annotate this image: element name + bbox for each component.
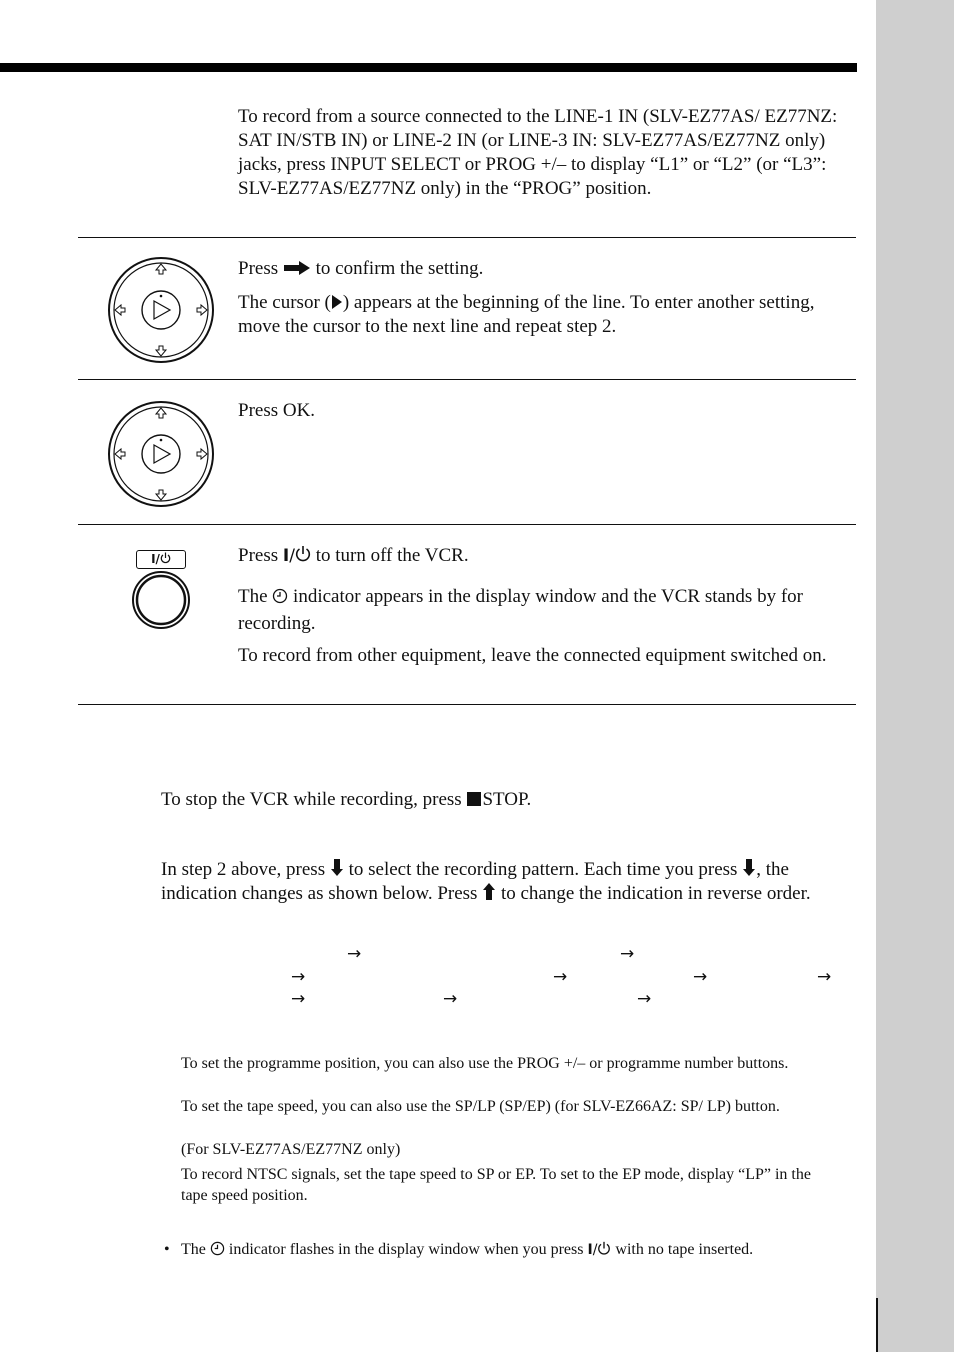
text-segment: Press — [238, 545, 279, 566]
note-programme: To set the programme position, you can also use the PROG +/– or programme number buttons. — [181, 1055, 789, 1072]
power-glyph — [587, 1242, 597, 1258]
bullet-note — [181, 1239, 846, 1261]
step-power-line2 — [238, 583, 856, 637]
text-segment: The — [238, 586, 268, 607]
text-segment: indicator appears in the display window and the VCR stands by for recording. — [238, 586, 803, 634]
arrow-up-icon — [482, 882, 496, 901]
step-power-line1 — [238, 544, 856, 568]
arrow-down-icon — [742, 858, 756, 877]
text-segment: to change the indication in reverse order. — [500, 883, 811, 904]
divider — [78, 379, 856, 380]
power-label-text: I/ — [151, 552, 160, 566]
divider — [78, 524, 856, 525]
pattern-arrow: → — [817, 967, 832, 987]
arrow-right-icon — [283, 260, 311, 276]
pattern-arrow: → — [637, 989, 652, 1009]
text-segment: The — [181, 1241, 206, 1258]
text-segment: To stop the VCR while recording, press — [161, 789, 462, 810]
side-tab — [876, 0, 954, 1352]
text-segment: , the indication changes as shown below. Press — [161, 859, 789, 904]
divider — [78, 704, 856, 705]
pattern-arrow: → — [443, 989, 458, 1009]
text-segment: ) appears at the beginning of the line. To enter another setting, move the cursor to the next line and repeat step 2. — [238, 292, 815, 337]
pattern-arrow: → — [291, 967, 306, 987]
pattern-arrow: → — [620, 944, 635, 964]
text-segment: Press — [238, 258, 279, 279]
timer-clock-icon — [272, 588, 288, 604]
step-power-line3: To record from other equipment, leave the connected equipment switched on. — [238, 645, 827, 666]
power-button-label — [136, 550, 186, 569]
text-segment: to select the recording pattern. Each time you press — [348, 859, 738, 880]
pattern-arrow: → — [347, 944, 362, 964]
stop-square-icon — [466, 791, 482, 807]
header-bar — [0, 63, 857, 72]
joystick-remote-icon — [107, 256, 215, 364]
step-ok-text: Press OK. — [238, 400, 316, 421]
text-segment: The cursor ( — [238, 292, 331, 313]
power-glyph — [283, 546, 295, 566]
side-tab-marker — [876, 1298, 878, 1352]
pattern-instruction — [161, 858, 851, 906]
power-icon — [597, 1241, 611, 1256]
timer-clock-icon — [210, 1241, 225, 1256]
stop-instruction — [161, 788, 851, 812]
power-glyph-bar: I — [282, 546, 290, 566]
divider — [78, 237, 856, 238]
step-confirm-line2 — [238, 291, 856, 339]
text-segment: with no tape inserted. — [615, 1241, 754, 1258]
step-confirm-line1 — [238, 257, 856, 281]
text-segment: In step 2 above, press — [161, 859, 326, 880]
power-button-icon — [131, 570, 191, 630]
power-glyph-slash: / — [592, 1242, 598, 1258]
note-model-scope: (For SLV-EZ77AS/EZ77NZ only) — [181, 1141, 401, 1158]
power-glyph-slash: / — [289, 546, 295, 566]
bullet-mark: • — [164, 1241, 170, 1258]
pattern-arrow: → — [553, 967, 568, 987]
power-glyph-bar: I — [587, 1242, 593, 1258]
power-icon — [160, 552, 171, 564]
cursor-triangle-icon — [331, 294, 343, 310]
pattern-arrow: → — [693, 967, 708, 987]
arrow-down-icon — [330, 858, 344, 877]
note-ntsc: To record NTSC signals, set the tape speed to SP or EP. To set to the EP mode, display “LP” in the tape speed position. — [181, 1166, 811, 1204]
pattern-arrow: → — [291, 989, 306, 1009]
step-input-text: To record from a source connected to the LINE-1 IN (SLV-EZ77AS/ EZ77NZ: SAT IN/STB IN) or LINE-2 IN (or LINE-3 IN: SLV-EZ77AS/EZ77NZ only) jacks, press INPUT SELECT or PROG +/– to display “L1” or “L2” (or “L3”: SLV-EZ77AS/EZ77NZ only) in the “PROG” position. — [238, 106, 838, 199]
text-segment: to turn off the VCR. — [315, 545, 469, 566]
joystick-remote-icon — [107, 400, 215, 508]
text-segment: indicator flashes in the display window when you press — [228, 1241, 584, 1258]
note-tape-speed: To set the tape speed, you can also use the SP/LP (SP/EP) (for SLV-EZ66AZ: SP/ LP) button. — [181, 1098, 780, 1115]
text-segment: STOP. — [482, 789, 532, 810]
power-icon — [295, 545, 311, 563]
text-segment: to confirm the setting. — [315, 258, 484, 279]
